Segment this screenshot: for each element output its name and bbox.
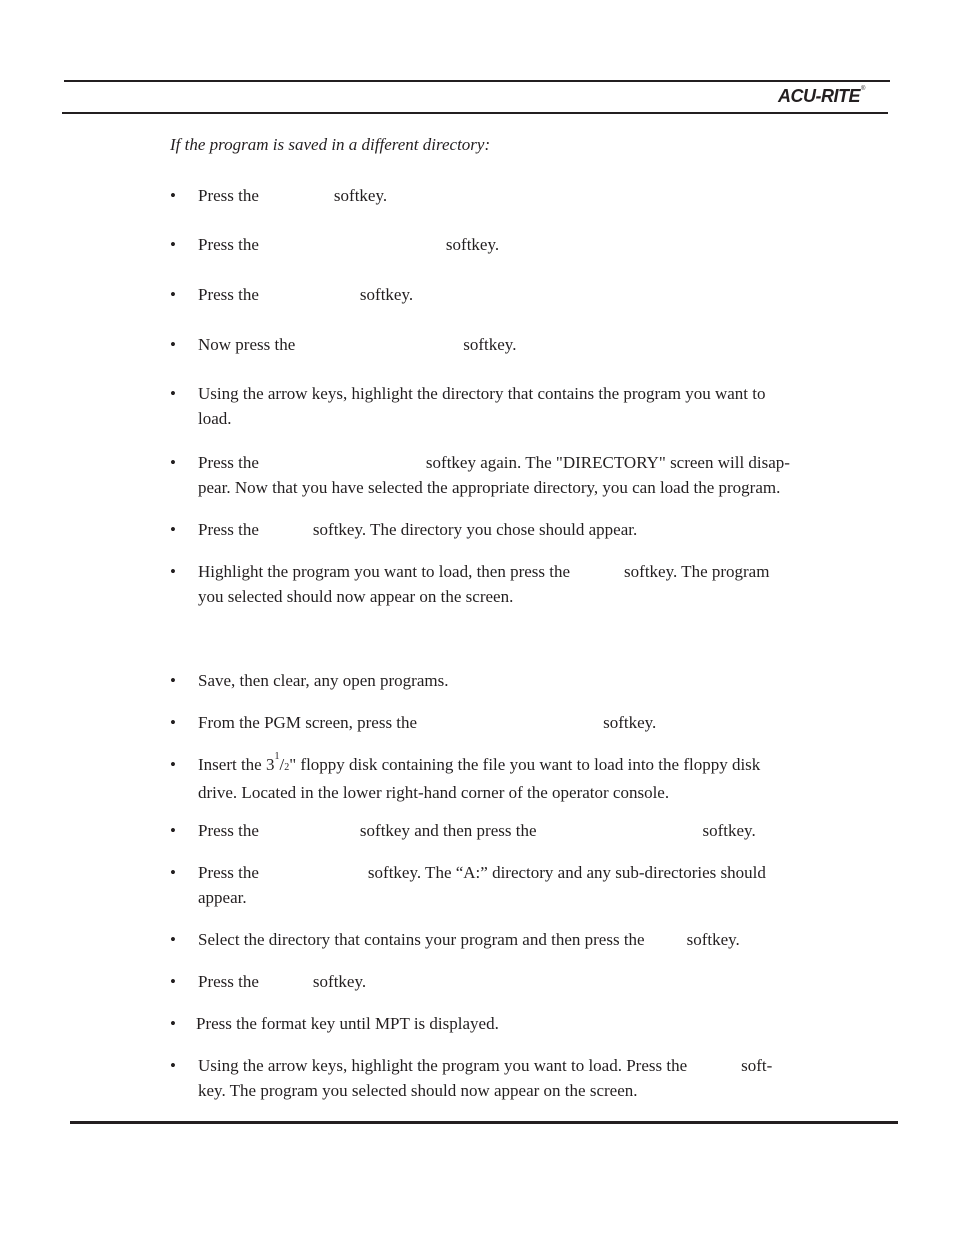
- step-text: softkey.: [686, 930, 740, 949]
- step-text: pear. Now that you have selected the appropriate directory, you can load the program.: [198, 478, 781, 497]
- bullet: •: [170, 285, 176, 304]
- step-text: softkey.: [445, 235, 500, 254]
- step-text: Press the: [198, 453, 259, 472]
- bullet: •: [170, 755, 176, 774]
- bullet: •: [170, 972, 176, 991]
- step-text: " floppy disk containing the file you want to load into the floppy disk: [289, 755, 761, 774]
- step-text: Press the: [198, 186, 259, 205]
- step-text: Press the: [198, 863, 259, 882]
- step-text: key. The program you selected should now appear on the screen.: [198, 1081, 638, 1100]
- step-text: Press the: [198, 235, 259, 254]
- step-text: Press the: [198, 520, 259, 539]
- step-text: soft-: [741, 1056, 773, 1075]
- step-text: you selected should now appear on the screen.: [198, 587, 514, 606]
- step-text: softkey. The program: [624, 562, 770, 581]
- step-text: Press the: [198, 821, 259, 840]
- step-text: appear.: [198, 888, 247, 907]
- bullet: •: [170, 863, 176, 882]
- bullet: •: [170, 930, 176, 949]
- step-text: From the PGM screen, press the: [198, 713, 418, 732]
- step-text: Press the: [198, 972, 259, 991]
- step-text: softkey. The “A:” directory and any sub-directories should: [367, 863, 766, 882]
- step-text: softkey. The directory you chose should appear.: [312, 520, 638, 539]
- header-rule-top: [64, 80, 890, 82]
- step-text: Using the arrow keys, highlight the directory that contains the program you want to: [198, 384, 766, 403]
- step-text: Now press the: [198, 335, 296, 354]
- step-text: Save, then clear, any open programs.: [198, 671, 449, 690]
- bullet: •: [170, 520, 176, 539]
- bullet: •: [170, 335, 176, 354]
- step-text: load.: [198, 409, 232, 428]
- footer-rule: [70, 1121, 898, 1124]
- bullet: •: [170, 453, 176, 472]
- section-intro: If the program is saved in a different directory:: [170, 135, 491, 154]
- step-text: drive. Located in the lower right-hand corner of the operator console.: [198, 783, 670, 802]
- acu-rite-logo: ACU-RITE®: [778, 86, 865, 106]
- step-text: softkey.: [702, 821, 756, 840]
- bullet: •: [170, 1014, 176, 1033]
- step-text: softkey again. The "DIRECTORY" screen will disap-: [425, 453, 790, 472]
- bullet: •: [170, 1056, 176, 1075]
- step-text: softkey.: [359, 285, 414, 304]
- bullet: •: [170, 713, 176, 732]
- step-text: softkey.: [603, 713, 657, 732]
- step-text: softkey and then press the: [359, 821, 537, 840]
- header-rule-bottom: [62, 112, 888, 114]
- bullet: •: [170, 235, 176, 254]
- step-text: Select the directory that contains your program and then press the: [198, 930, 645, 949]
- fraction-denominator: 2: [284, 762, 290, 773]
- fraction-numerator: 1: [274, 751, 280, 762]
- step-text: Highlight the program you want to load, then press the: [198, 562, 571, 581]
- bullet: •: [170, 671, 176, 690]
- step-text: Insert the 3: [198, 755, 275, 774]
- bullet: •: [170, 384, 176, 403]
- step-text: softkey.: [463, 335, 517, 354]
- bullet: •: [170, 821, 176, 840]
- step-text: Press the format key until MPT is displayed.: [196, 1014, 499, 1033]
- fraction-slash: /: [279, 755, 285, 774]
- step-text: softkey.: [333, 186, 388, 205]
- bullet: •: [170, 562, 176, 581]
- step-text: Press the: [198, 285, 259, 304]
- step-text: softkey.: [312, 972, 367, 991]
- step-text: Using the arrow keys, highlight the program you want to load. Press the: [198, 1056, 688, 1075]
- bullet: •: [170, 186, 176, 205]
